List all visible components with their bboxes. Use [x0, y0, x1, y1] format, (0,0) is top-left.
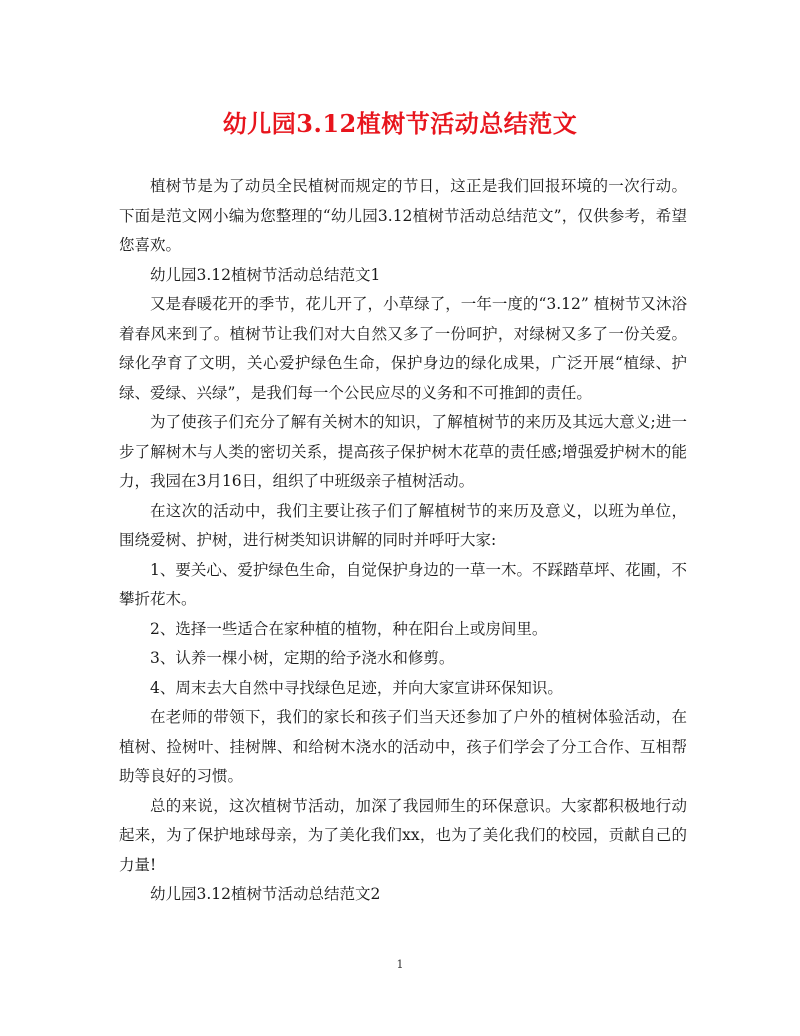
list-item: 3、认养一棵小树，定期的给予浇水和修剪。	[150, 649, 455, 667]
section-heading-2: 幼儿园3.12植树节活动总结范文2	[150, 885, 381, 903]
body-paragraph: 在这次的活动中，我们主要让孩子们了解植树节的来历及意义，以班为单位，围绕爱树、护树，进行树类知识讲解的同时并呼吁大家:	[119, 501, 687, 549]
list-item: 1、要关心、爱护绿色生命，自觉保护身边的一草一木。不踩踏草坪、花圃，不攀折花木。	[119, 560, 687, 608]
document-body	[119, 172, 687, 910]
list-item: 4、周末去大自然中寻找绿色足迹，并向大家宣讲环保知识。	[150, 678, 563, 697]
body-paragraph: 又是春暖花开的季节，花儿开了，小草绿了，一年一度的“3.12” 植树节又沐浴着春风来到了。植树节让我们对大自然又多了一份呵护，对绿树又多了一份关爱。绿化孕育了文明，关心爱护绿色生命，保护身边的绿化成果，广泛开展“植绿、护绿、爱绿、兴绿”，是我们每一个公民应尽的义务和不可推卸的责任。	[119, 295, 687, 402]
document-title: 幼儿园3.12植树节活动总结范文	[222, 109, 578, 138]
page-number: 1	[396, 958, 404, 971]
intro-paragraph: 植树节是为了动员全民植树而规定的节日，这正是我们回报环境的一次行动。下面是范文网小编为您整理的“幼儿园3.12植树节活动总结范文”，仅供参考，希望您喜欢。	[119, 177, 687, 254]
list-item: 2、选择一些适合在家种植的植物，种在阳台上或房间里。	[150, 619, 548, 638]
section-heading-1: 幼儿园3.12植树节活动总结范文1	[150, 265, 381, 284]
body-paragraph: 为了使孩子们充分了解有关树木的知识，了解植树节的来历及其远大意义;进一步了解树木与人类的密切关系，提高孩子保护树木花草的责任感;增强爱护树木的能力，我园在3月16日，组织了中班级亲子植树活动。	[119, 413, 687, 490]
body-paragraph: 总的来说，这次植树节活动，加深了我园师生的环保意识。大家都积极地行动起来，为了保护地球母亲，为了美化我们xx，也为了美化我们的校园，贡献自己的力量!	[119, 796, 687, 874]
body-paragraph: 在老师的带领下，我们的家长和孩子们当天还参加了户外的植树体验活动，在植树、捡树叶、挂树牌、和给树木浇水的活动中，孩子们学会了分工合作、互相帮助等良好的习惯。	[119, 708, 687, 785]
